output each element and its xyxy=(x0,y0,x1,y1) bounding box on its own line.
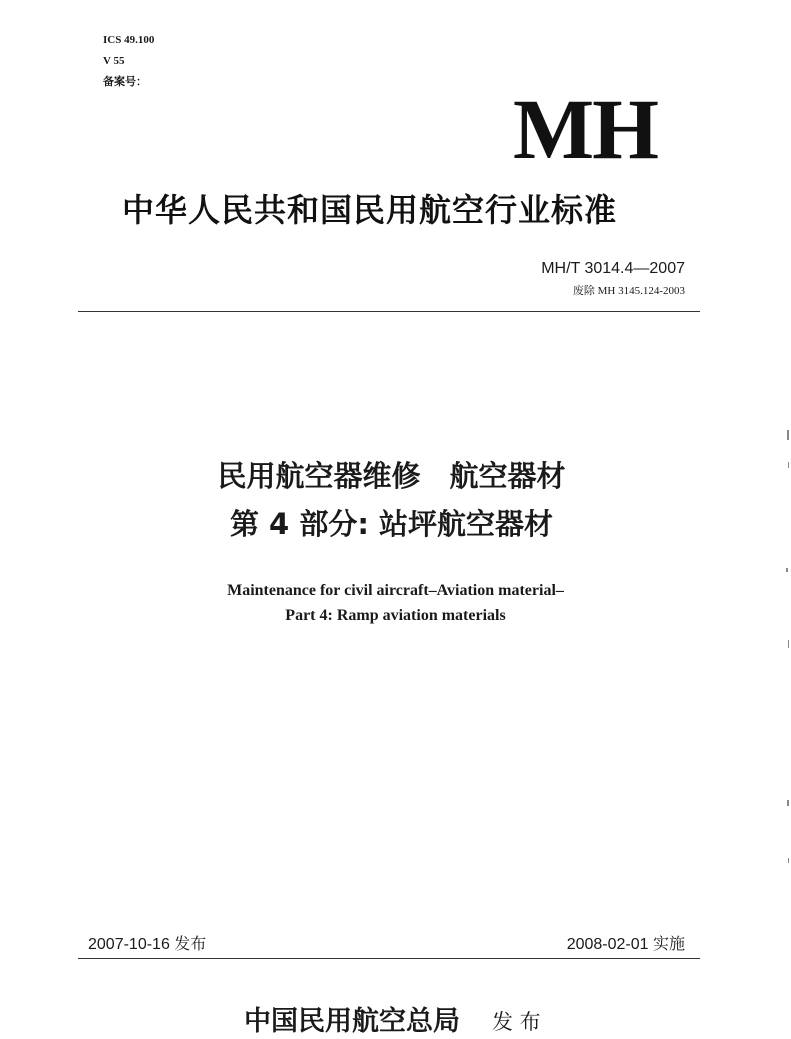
bottom-divider xyxy=(78,958,700,959)
title-cn-line2: 第 4 部分: 站坪航空器材 xyxy=(229,507,554,541)
scan-artifact xyxy=(788,640,789,648)
scan-artifact xyxy=(787,800,789,806)
title-en-line2: Part 4: Ramp aviation materials xyxy=(285,607,506,624)
ccs-code: V 55 xyxy=(103,55,125,67)
standard-category-title: 中华人民共和国民用航空行业标准 xyxy=(122,191,618,229)
scan-artifact xyxy=(787,430,789,440)
title-en-line1: Maintenance for civil aircraft–Aviation material– xyxy=(227,582,564,599)
record-number-label: 备案号： xyxy=(103,76,147,88)
publish-verb: 发 布 xyxy=(492,1010,541,1034)
title-cn-line1: 民用航空器维修 航空器材 xyxy=(217,459,566,493)
issue-date: 2007-10-16 发布 xyxy=(88,936,207,953)
top-divider xyxy=(78,311,700,312)
implementation-date: 2008-02-01 实施 xyxy=(566,936,685,953)
scan-artifact xyxy=(788,858,789,863)
replaced-standard: 废除 MH 3145.124-2003 xyxy=(572,285,685,297)
ics-code: ICS 49.100 xyxy=(103,34,155,46)
mh-logo: MH xyxy=(513,81,658,177)
publisher-name: 中国民用航空总局 xyxy=(244,1006,460,1037)
standard-number: MH/T 3014.4—2007 xyxy=(541,260,685,277)
scan-artifact xyxy=(786,568,788,572)
scan-artifact xyxy=(788,462,789,468)
